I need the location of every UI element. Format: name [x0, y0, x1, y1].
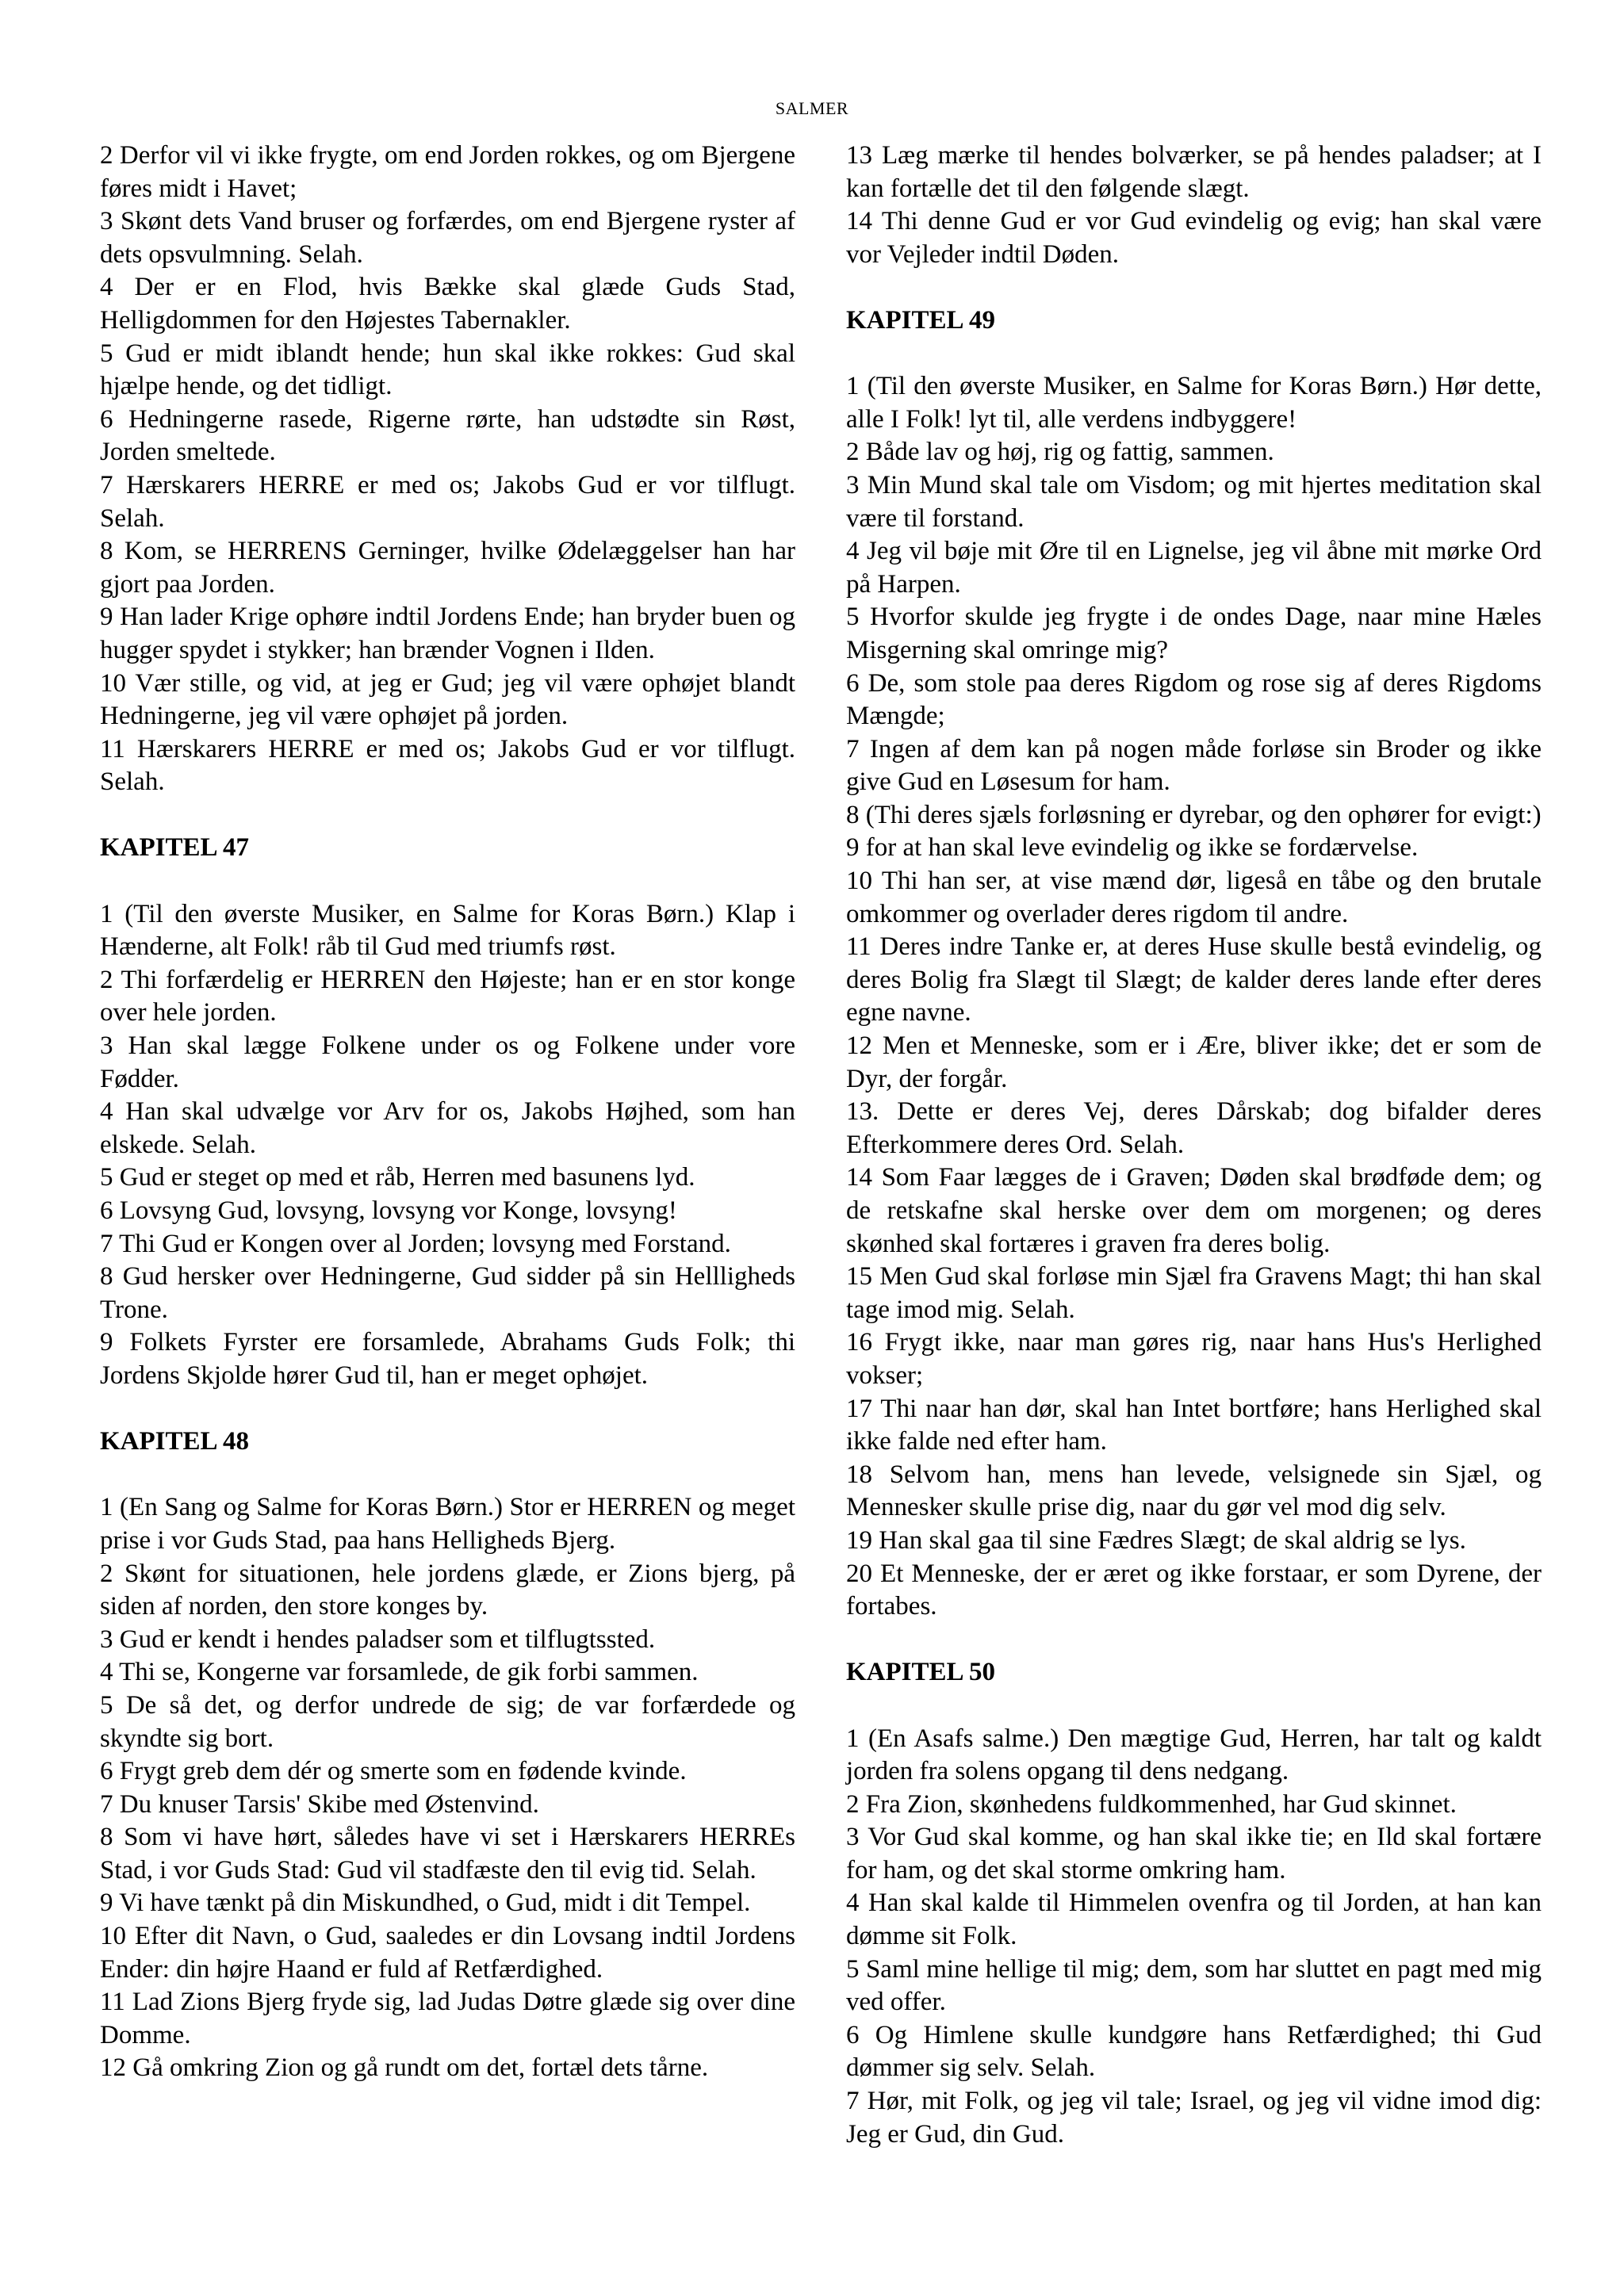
- chapter-heading-48: KAPITEL 48: [100, 1427, 249, 1456]
- chapter-heading-49: KAPITEL 49: [846, 305, 995, 335]
- psalm50-verses: [846, 1723, 1542, 2152]
- verse: 15 Men Gud skal forløse min Sjæl fra Gravens Magt; thi han skal tage imod mig. Selah.: [846, 1262, 1542, 1324]
- verse: 19 Han skal gaa til sine Fædres Slægt; de skal aldrig se lys.: [846, 1525, 1466, 1555]
- verse: 4 Jeg vil bøje mit Øre til en Lignelse, jeg vil åbne mit mørke Ord på Harpen.: [846, 537, 1542, 599]
- verse: 5 Saml mine hellige til mig; dem, som har sluttet en pagt med mig ved offer.: [846, 1954, 1542, 2017]
- chapter-heading-50: KAPITEL 50: [846, 1658, 995, 1687]
- psalm49-verses: [846, 370, 1542, 1624]
- verse: 2 Skønt for situationen, hele jordens glæde, er Zions bjerg, på siden af norden, den store konges by.: [100, 1559, 795, 1621]
- verse: 3 Min Mund skal tale om Visdom; og mit hjertes meditation skal være til forstand.: [846, 470, 1542, 533]
- left-column: [100, 140, 795, 2085]
- verse: 8 (Thi deres sjæls forløsning er dyrebar, og den ophører for evigt:): [846, 800, 1542, 829]
- verse: 11 Lad Zions Bjerg fryde sig, lad Judas Døtre glæde sig over dine Domme.: [100, 1988, 795, 2049]
- verse: 2 Derfor vil vi ikke frygte, om end Jorden rokkes, og om Bjergene føres midt i Havet;: [100, 141, 795, 203]
- verse: 8 Kom, se HERRENS Gerninger, hvilke Ødelæggelser han har gjort paa Jorden.: [100, 537, 795, 599]
- verse: 12 Gå omkring Zion og gå rundt om det, fortæl dets tårne.: [100, 2053, 709, 2083]
- verse: 1 (En Asafs salme.) Den mægtige Gud, Herren, har talt og kaldt jorden fra solens opgang til dens nedgang.: [846, 1724, 1542, 1786]
- verse: 5 De så det, og derfor undrede de sig; de var forfærdede og skyndte sig bort.: [100, 1690, 795, 1753]
- chapter-heading-47: KAPITEL 47: [100, 833, 249, 863]
- verse: 4 Han skal udvælge vor Arv for os, Jakobs Højhed, som han elskede. Selah.: [100, 1097, 795, 1159]
- psalm46-verses: [100, 140, 795, 799]
- verse: 9 Han lader Krige ophøre indtil Jordens Ende; han bryder buen og hugger spydet i stykker; han brænder Vognen i Ilden.: [100, 603, 795, 664]
- verse: 4 Thi se, Kongerne var forsamlede, de gik forbi sammen.: [100, 1658, 699, 1687]
- psalm47-verses: [100, 898, 795, 1393]
- verse: 11 Deres indre Tanke er, at deres Huse skulle bestå evindelig, og deres Bolig fra Slægt til Slægt; de kalder deres lande efter deres egne navne.: [846, 932, 1542, 1027]
- verse: 5 Gud er steget op med et råb, Herren med basunens lyd.: [100, 1163, 695, 1192]
- psalm48-verses: [100, 1491, 795, 2085]
- verse: 5 Hvorfor skulde jeg frygte i de ondes Dage, naar mine Hæles Misgerning skal omringe mig?: [846, 603, 1542, 664]
- verse: 13. Dette er deres Vej, deres Dårskab; dog bifalder deres Efterkommere deres Ord. Selah.: [846, 1097, 1542, 1159]
- verse: 6 Og Himlene skulle kundgøre hans Retfærdighed; thi Gud dømmer sig selv. Selah.: [846, 2020, 1542, 2083]
- verse: 4 Han skal kalde til Himmelen ovenfra og til Jorden, at han kan dømme sit Folk.: [846, 1888, 1542, 1951]
- running-header: SALMER: [775, 98, 849, 118]
- verse: 17 Thi naar han dør, skal han Intet bortføre; hans Herlighed skal ikke falde ned efter ham.: [846, 1394, 1542, 1456]
- verse: 7 Du knuser Tarsis' Skibe med Østenvind.: [100, 1789, 539, 1819]
- verse: 14 Som Faar lægges de i Graven; Døden skal brødføde dem; og de retskafne skal herske over dem om morgenen; og deres skønhed skal fortæres i graven fra deres bolig.: [846, 1163, 1542, 1258]
- verse: 9 for at han skal leve evindelig og ikke se fordærvelse.: [846, 833, 1419, 863]
- verse: 2 Både lav og høj, rig og fattig, sammen.: [846, 438, 1274, 467]
- verse: 6 Hedningerne rasede, Rigerne rørte, han udstødte sin Røst, Jorden smeltede.: [100, 404, 795, 467]
- verse: 9 Folkets Fyrster ere forsamlede, Abrahams Guds Folk; thi Jordens Skjolde hører Gud til, han er meget ophøjet.: [100, 1328, 795, 1390]
- verse: 7 Hør, mit Folk, og jeg vil tale; Israel, og jeg vil vidne imod dig: Jeg er Gud, din Gud.: [846, 2087, 1542, 2149]
- verse: 14 Thi denne Gud er vor Gud evindelig og evig; han skal være vor Vejleder indtil Døden.: [846, 207, 1542, 269]
- verse: 10 Thi han ser, at vise mænd dør, ligeså en tåbe og den brutale omkommer og overlader deres rigdom til andre.: [846, 867, 1542, 928]
- verse: 11 Hærskarers HERRE er med os; Jakobs Gud er vor tilflugt. Selah.: [100, 734, 795, 797]
- verse: 10 Vær stille, og vid, at jeg er Gud; jeg vil være ophøjet blandt Hedningerne, jeg vil være ophøjet på jorden.: [100, 668, 795, 731]
- verse: 3 Skønt dets Vand bruser og forfærdes, om end Bjergene ryster af dets opsvulmning. Selah.: [100, 207, 795, 269]
- right-column: [846, 140, 1542, 2151]
- verse: 7 Hærskarers HERRE er med os; Jakobs Gud er vor tilflugt. Selah.: [100, 470, 795, 533]
- verse: 3 Vor Gud skal komme, og han skal ikke tie; en Ild skal fortære for ham, og det skal storme omkring ham.: [846, 1823, 1542, 1885]
- verse: 3 Gud er kendt i hendes paladser som et tilflugtssted.: [100, 1624, 656, 1654]
- verse: 8 Gud hersker over Hedningerne, Gud sidder på sin Hellligheds Trone.: [100, 1262, 795, 1324]
- verse: 12 Men et Menneske, som er i Ære, bliver ikke; det er som de Dyr, der forgår.: [846, 1031, 1542, 1093]
- verse: 1 (Til den øverste Musiker, en Salme for Koras Børn.) Klap i Hænderne, alt Folk! råb til Gud med triumfs røst.: [100, 899, 795, 962]
- verse: 16 Frygt ikke, naar man gøres rig, naar hans Hus's Herlighed vokser;: [846, 1328, 1542, 1390]
- verse: 2 Fra Zion, skønhedens fuldkommenhed, har Gud skinnet.: [846, 1789, 1457, 1819]
- verse: 7 Ingen af dem kan på nogen måde forløse sin Broder og ikke give Gud en Løsesum for ham.: [846, 734, 1542, 797]
- verse: 6 Lovsyng Gud, lovsyng, lovsyng vor Konge, lovsyng!: [100, 1196, 677, 1225]
- verse: 10 Efter dit Navn, o Gud, saaledes er din Lovsang indtil Jordens Ender: din højre Haand er fuld af Retfærdighed.: [100, 1922, 795, 1984]
- verse: 20 Et Menneske, der er æret og ikke forstaar, er som Dyrene, der fortabes.: [846, 1559, 1542, 1621]
- verse: 13 Læg mærke til hendes bolværker, se på hendes paladser; at I kan fortælle det til den følgende slægt.: [846, 141, 1542, 203]
- verse: 1 (Til den øverste Musiker, en Salme for Koras Børn.) Hør dette, alle I Folk! lyt til, alle verdens indbyggere!: [846, 372, 1542, 434]
- verse: 9 Vi have tænkt på din Miskundhed, o Gud, midt i dit Tempel.: [100, 1888, 751, 1918]
- verse: 6 Frygt greb dem dér og smerte som en fødende kvinde.: [100, 1757, 687, 1786]
- verse: 18 Selvom han, mens han levede, velsignede sin Sjæl, og Mennesker skulle prise dig, naar du gør vel mod dig selv.: [846, 1460, 1542, 1522]
- verse: 8 Som vi have hørt, således have vi set i Hærskarers HERREs Stad, i vor Guds Stad: Gud vil stadfæste den til evig tid. Selah.: [100, 1823, 795, 1885]
- verse: 3 Han skal lægge Folkene under os og Folkene under vore Fødder.: [100, 1031, 795, 1093]
- verse: 4 Der er en Flod, hvis Bække skal glæde Guds Stad, Helligdommen for den Højestes Tabernakler.: [100, 273, 795, 335]
- verse: 7 Thi Gud er Kongen over al Jorden; lovsyng med Forstand.: [100, 1229, 731, 1258]
- verse: 5 Gud er midt iblandt hende; hun skal ikke rokkes: Gud skal hjælpe hende, og det tidligt.: [100, 339, 795, 401]
- psalm48-continued-verses: [846, 140, 1542, 271]
- verse: 6 De, som stole paa deres Rigdom og rose sig af deres Rigdoms Mængde;: [846, 668, 1542, 731]
- verse: 2 Thi forfærdelig er HERREN den Højeste; han er en stor konge over hele jorden.: [100, 965, 795, 1027]
- verse: 1 (En Sang og Salme for Koras Børn.) Stor er HERREN og meget prise i vor Guds Stad, paa hans Helligheds Bjerg.: [100, 1493, 795, 1555]
